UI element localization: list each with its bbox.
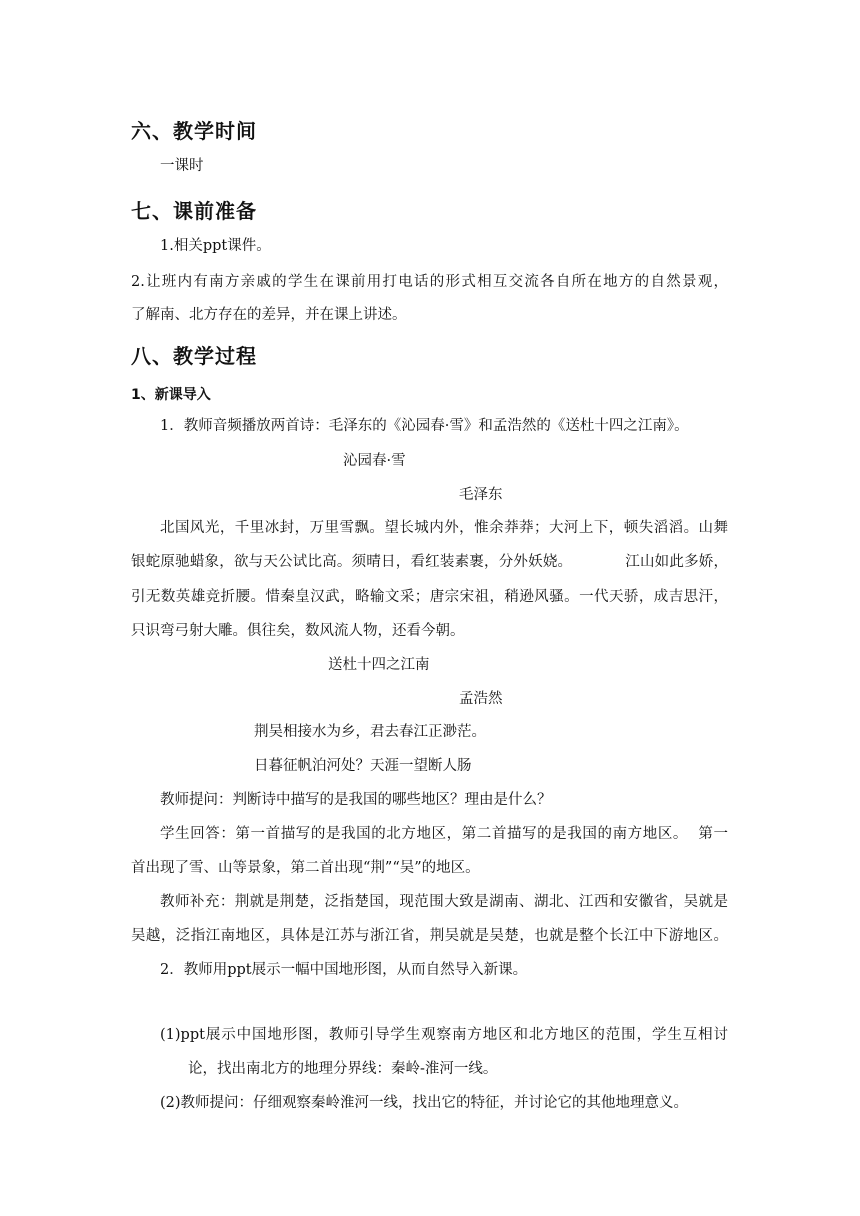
prep-item-2-cont: 了解南、北方存在的差异，并在课上讲述。	[131, 307, 407, 323]
poem1-line: 引无数英雄竞折腰。惜秦皇汉武，略输文采；唐宗宋祖，稍逊风骚。一代天骄，成吉思汗，	[131, 589, 728, 605]
poem1-line: 银蛇原驰蜡象，欲与天公试比高。须晴日，看红装素裹，分外妖娆。 江山如此多娇，	[131, 554, 728, 570]
heading-teaching-process: 八、教学过程	[131, 344, 257, 368]
prep-item-2: 2.让班内有南方亲戚的学生在课前用打电话的形式相互交流各自所在地方的自然景观，	[131, 274, 728, 290]
poem2-line: 荆吴相接水为乡，君去春江正渺茫。	[254, 724, 486, 740]
subheading-new-lesson-intro: 1、新课导入	[131, 387, 211, 403]
poem2-author: 孟浩然	[459, 691, 503, 707]
student-answer-cont: 首出现了雪、山等景象，第二首出现“荆”“吴”的地区。	[131, 860, 480, 876]
teaching-time-text: 一课时	[160, 158, 204, 174]
heading-teaching-time: 六、教学时间	[131, 119, 257, 143]
teacher-question: 教师提问：判断诗中描写的是我国的哪些地区？理由是什么？	[160, 792, 552, 808]
sub-item-1-cont: 论，找出南北方的地理分界线：秦岭-淮河一线。	[188, 1061, 498, 1077]
poem2-title: 送杜十四之江南	[328, 657, 430, 673]
intro-step-1: 1．教师音频播放两首诗：毛泽东的《沁园春·雪》和孟浩然的《送杜十四之江南》。	[160, 418, 689, 434]
prep-item-1: 1.相关ppt课件。	[160, 238, 271, 254]
poem1-line: 北国风光，千里冰封，万里雪飘。望长城内外，惟余莽莽；大河上下，顿失滔滔。山舞	[160, 520, 728, 536]
poem1-author: 毛泽东	[459, 487, 503, 503]
intro-step-2: 2．教师用ppt展示一幅中国地形图，从而自然导入新课。	[160, 962, 528, 978]
student-answer: 学生回答：第一首描写的是我国的北方地区，第二首描写的是我国的南方地区。 第一	[160, 826, 728, 842]
teacher-supplement: 教师补充：荆就是荆楚，泛指楚国，现范围大致是湖南、湖北、江西和安徽省，吴就是	[160, 894, 728, 910]
teacher-supplement-cont: 吴越，泛指江南地区，具体是江苏与浙江省，荆吴就是吴楚，也就是整个长江中下游地区。	[131, 928, 728, 944]
poem1-title: 沁园春·雪	[343, 453, 406, 469]
sub-item-2: (2)教师提问：仔细观察秦岭淮河一线，找出它的特征，并讨论它的其他地理意义。	[160, 1095, 689, 1111]
poem1-line: 只识弯弓射大雕。俱往矣，数风流人物，还看今朝。	[131, 623, 465, 639]
poem2-line: 日暮征帆泊河处？天涯一望断人肠	[254, 758, 472, 774]
heading-preparation: 七、课前准备	[131, 199, 257, 223]
sub-item-1: (1)ppt展示中国地形图，教师引导学生观察南方地区和北方地区的范围，学生互相讨	[160, 1027, 728, 1043]
